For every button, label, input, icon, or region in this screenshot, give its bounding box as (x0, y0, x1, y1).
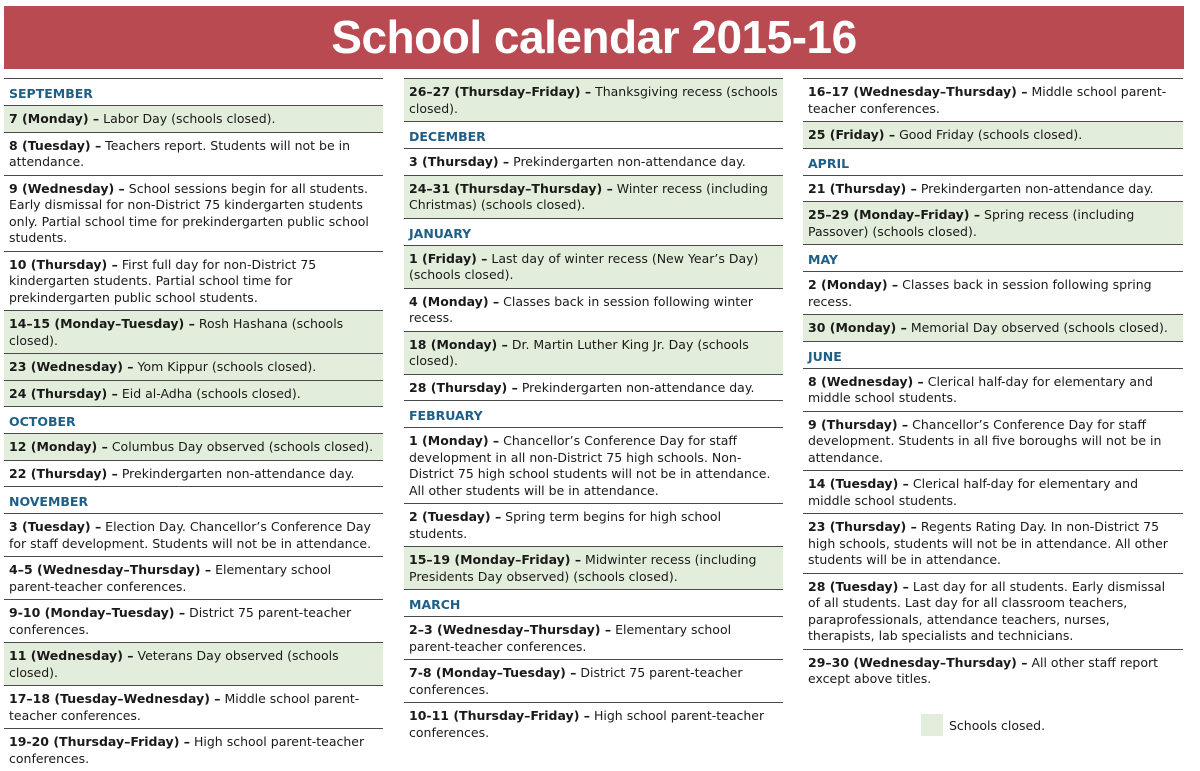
entry-description: Winter recess (including Christmas) (schools closed). (409, 180, 768, 212)
entry-description: Spring term begins for high school students. (409, 509, 722, 541)
month-heading: JANUARY (404, 218, 783, 245)
legend-label: Schools closed. (949, 717, 1046, 733)
entry-description: Rosh Hashana (schools closed). (9, 316, 344, 348)
entry-description: Classes back in session following winter recess. (409, 293, 754, 325)
calendar-entry (803, 649, 1183, 692)
entry-description: Memorial Day observed (schools closed). (906, 320, 1168, 335)
calendar-entry (4, 728, 383, 771)
entry-date: 10-11 (Thursday–Friday) – (409, 708, 591, 723)
entry-description: Classes back in session following spring recess. (808, 277, 1152, 309)
calendar-entry (404, 616, 783, 659)
entry-date: 2 (Monday) – (808, 277, 899, 292)
entry-date: 3 (Tuesday) – (9, 519, 102, 534)
calendar-entry (803, 573, 1183, 649)
entry-description: Last day of winter recess (New Year’s Day) (schools closed). (409, 250, 759, 282)
entry-date: 7 (Monday) – (9, 111, 100, 126)
entry-date: 9 (Thursday) – (808, 416, 909, 432)
month-heading: NOVEMBER (4, 486, 383, 513)
entry-date: 4–5 (Wednesday–Thursday) – (9, 562, 212, 577)
entry-date: 26–27 (Thursday–Friday) – (409, 84, 592, 99)
calendar-entry (404, 288, 783, 331)
calendar-entry-closed (404, 78, 783, 121)
entry-date: 18 (Monday) – (409, 336, 508, 352)
entry-description: High school parent-teacher conferences. (409, 708, 765, 740)
entry-date: 25–29 (Monday–Friday) – (808, 207, 981, 222)
entry-date: 10 (Thursday) – (9, 256, 118, 272)
entry-date: 28 (Thursday) – (409, 379, 518, 395)
month-heading: APRIL (803, 148, 1183, 175)
entry-description: Yom Kippur (schools closed). (133, 359, 317, 374)
entry-description: High school parent-teacher conferences. (9, 734, 365, 766)
entry-date: 1 (Friday) – (409, 250, 488, 266)
entry-date: 15–19 (Monday–Friday) – (409, 552, 582, 567)
calendar-entry (803, 271, 1183, 314)
calendar-entry (4, 513, 383, 556)
entry-date: 9-10 (Monday–Tuesday) – (9, 605, 186, 620)
entry-description: Middle school parent-teacher conferences. (808, 84, 1167, 116)
calendar-title: School calendar 2015-16 (4, 6, 1184, 69)
calendar-entry-closed (404, 331, 783, 374)
entry-description: Chancellor’s Conference Day for staff development in all non-District 75 high schools. Non-District 75 high school students will not be in attendance. All other students will be in attendance. (409, 433, 771, 498)
entry-description: First full day for non-District 75 kindergarten students. Partial school time for prekindergarten public school students. (9, 256, 317, 305)
month-heading: OCTOBER (4, 406, 383, 433)
entry-description: Clerical half-day for elementary and middle school students. (808, 476, 1139, 508)
calendar-entry (803, 513, 1183, 573)
entry-description: Thanksgiving recess (schools closed). (409, 84, 778, 116)
calendar-column-1 (4, 78, 383, 771)
calendar-entry (803, 368, 1183, 411)
month-heading: FEBRUARY (404, 400, 783, 427)
entry-description: Chancellor’s Conference Day for staff development. Students in all five boroughs will not be in attendance. (808, 416, 1162, 465)
entry-description: Last day for all students. Early dismissal of all students. Last day for all classroom teachers, paraprofessionals, attendance teachers, nurses, therapists, lab specialists and technicians. (808, 578, 1166, 643)
entry-date: 14–15 (Monday–Tuesday) – (9, 316, 195, 331)
entry-description: All other staff report except above titles. (808, 654, 1159, 686)
entry-date: 30 (Monday) – (808, 320, 907, 335)
entry-description: Labor Day (schools closed). (99, 111, 276, 126)
month-heading: SEPTEMBER (4, 78, 383, 105)
calendar-entry (4, 132, 383, 175)
calendar-entry-closed (404, 245, 783, 288)
entry-description: Elementary school parent-teacher conferences. (9, 562, 332, 594)
entry-date: 29–30 (Wednesday–Thursday) – (808, 654, 1028, 670)
entry-description: Eid al-Adha (schools closed). (117, 385, 301, 401)
entry-date: 1 (Monday) – (409, 433, 500, 448)
closed-swatch (921, 714, 943, 736)
entry-date: 12 (Monday) – (9, 439, 108, 454)
entry-date: 14 (Tuesday) – (808, 476, 909, 491)
entry-date: 23 (Thursday) – (808, 519, 917, 534)
entry-date: 24 (Thursday) – (9, 385, 118, 401)
entry-description: Prekindergarten non-attendance day. (916, 180, 1154, 196)
entry-date: 9 (Wednesday) – (9, 180, 125, 196)
calendar-entry (4, 685, 383, 728)
entry-description: School sessions begin for all students. Early dismissal for non-District 75 kindergarten students only. Partial school time for prekindergarten public school students. (9, 180, 369, 245)
calendar-entry (404, 702, 783, 745)
entry-date: 24–31 (Thursday–Thursday) – (409, 180, 613, 196)
entry-description: Middle school parent-teacher conferences. (9, 691, 360, 723)
entry-date: 3 (Thursday) – (409, 154, 510, 169)
calendar-entry-closed (4, 433, 383, 460)
calendar-entry (4, 460, 383, 487)
month-heading: DECEMBER (404, 121, 783, 148)
entry-description: Clerical half-day for elementary and middle school students. (808, 373, 1153, 405)
calendar-entry-closed (803, 121, 1183, 148)
entry-description: Election Day. Chancellor’s Conference Day for staff development. Students will not be in attendance. (9, 519, 372, 551)
calendar-entry (4, 251, 383, 311)
entry-description: Veterans Day observed (schools closed). (9, 648, 339, 680)
entry-description: Prekindergarten non-attendance day. (517, 379, 755, 395)
calendar-entry (803, 78, 1183, 121)
calendar-entry (803, 470, 1183, 513)
calendar-entry-closed (4, 105, 383, 132)
entry-description: Regents Rating Day. In non-District 75 high schools, students will not be in attendance. All other students will be in attendance. (808, 519, 1168, 567)
calendar-entry-closed (803, 201, 1183, 244)
entry-date: 7-8 (Monday–Tuesday) – (409, 665, 577, 680)
entry-date: 11 (Wednesday) – (9, 648, 134, 663)
month-heading: MARCH (404, 589, 783, 616)
entry-description: Teachers report. Students will not be in attendance. (9, 137, 351, 169)
entry-date: 16–17 (Wednesday–Thursday) – (808, 84, 1028, 99)
entry-date: 8 (Wednesday) – (808, 373, 924, 389)
legend (921, 714, 1045, 736)
calendar-entry (404, 148, 783, 175)
entry-date: 23 (Wednesday) – (9, 359, 134, 374)
calendar-entry-closed (4, 380, 383, 407)
entry-description: Midwinter recess (including Presidents Day observed) (schools closed). (409, 552, 757, 584)
calendar-entry (404, 503, 783, 546)
calendar-entry (404, 374, 783, 401)
month-heading: JUNE (803, 341, 1183, 368)
calendar-entry-closed (4, 642, 383, 685)
entry-date: 25 (Friday) – (808, 127, 896, 142)
entry-description: District 75 parent-teacher conferences. (409, 665, 743, 697)
entry-date: 17–18 (Tuesday–Wednesday) – (9, 691, 221, 706)
calendar-entry (404, 659, 783, 702)
entry-description: Prekindergarten non-attendance day. (509, 154, 746, 169)
calendar-column-3 (803, 78, 1183, 692)
entry-date: 2–3 (Wednesday–Thursday) – (409, 622, 612, 637)
entry-description: Good Friday (schools closed). (895, 127, 1083, 142)
month-heading: MAY (803, 244, 1183, 271)
entry-description: Elementary school parent-teacher conferences. (409, 622, 732, 654)
calendar-entry-closed (803, 314, 1183, 341)
calendar-column-2 (404, 78, 783, 745)
entry-description: Spring recess (including Passover) (schools closed). (808, 207, 1135, 239)
entry-description: Columbus Day observed (schools closed). (107, 439, 374, 454)
entry-date: 19-20 (Thursday–Friday) – (9, 734, 191, 749)
calendar-entry (4, 556, 383, 599)
entry-date: 8 (Tuesday) – (9, 137, 102, 153)
calendar-entry-closed (404, 546, 783, 589)
calendar-entry (404, 427, 783, 503)
entry-date: 21 (Thursday) – (808, 180, 917, 196)
calendar-entry (4, 175, 383, 251)
entry-date: 2 (Tuesday) – (409, 509, 502, 524)
entry-date: 22 (Thursday) – (9, 465, 118, 481)
calendar-entry (803, 411, 1183, 471)
calendar-entry (803, 175, 1183, 202)
calendar-entry-closed (4, 353, 383, 380)
entry-description: Dr. Martin Luther King Jr. Day (schools closed). (409, 336, 749, 368)
entry-date: 4 (Monday) – (409, 293, 500, 309)
entry-description: District 75 parent-teacher conferences. (9, 605, 352, 637)
entry-date: 28 (Tuesday) – (808, 578, 909, 594)
calendar-entry-closed (4, 310, 383, 353)
entry-description: Prekindergarten non-attendance day. (117, 465, 355, 481)
calendar-entry (4, 599, 383, 642)
calendar-entry-closed (404, 175, 783, 218)
